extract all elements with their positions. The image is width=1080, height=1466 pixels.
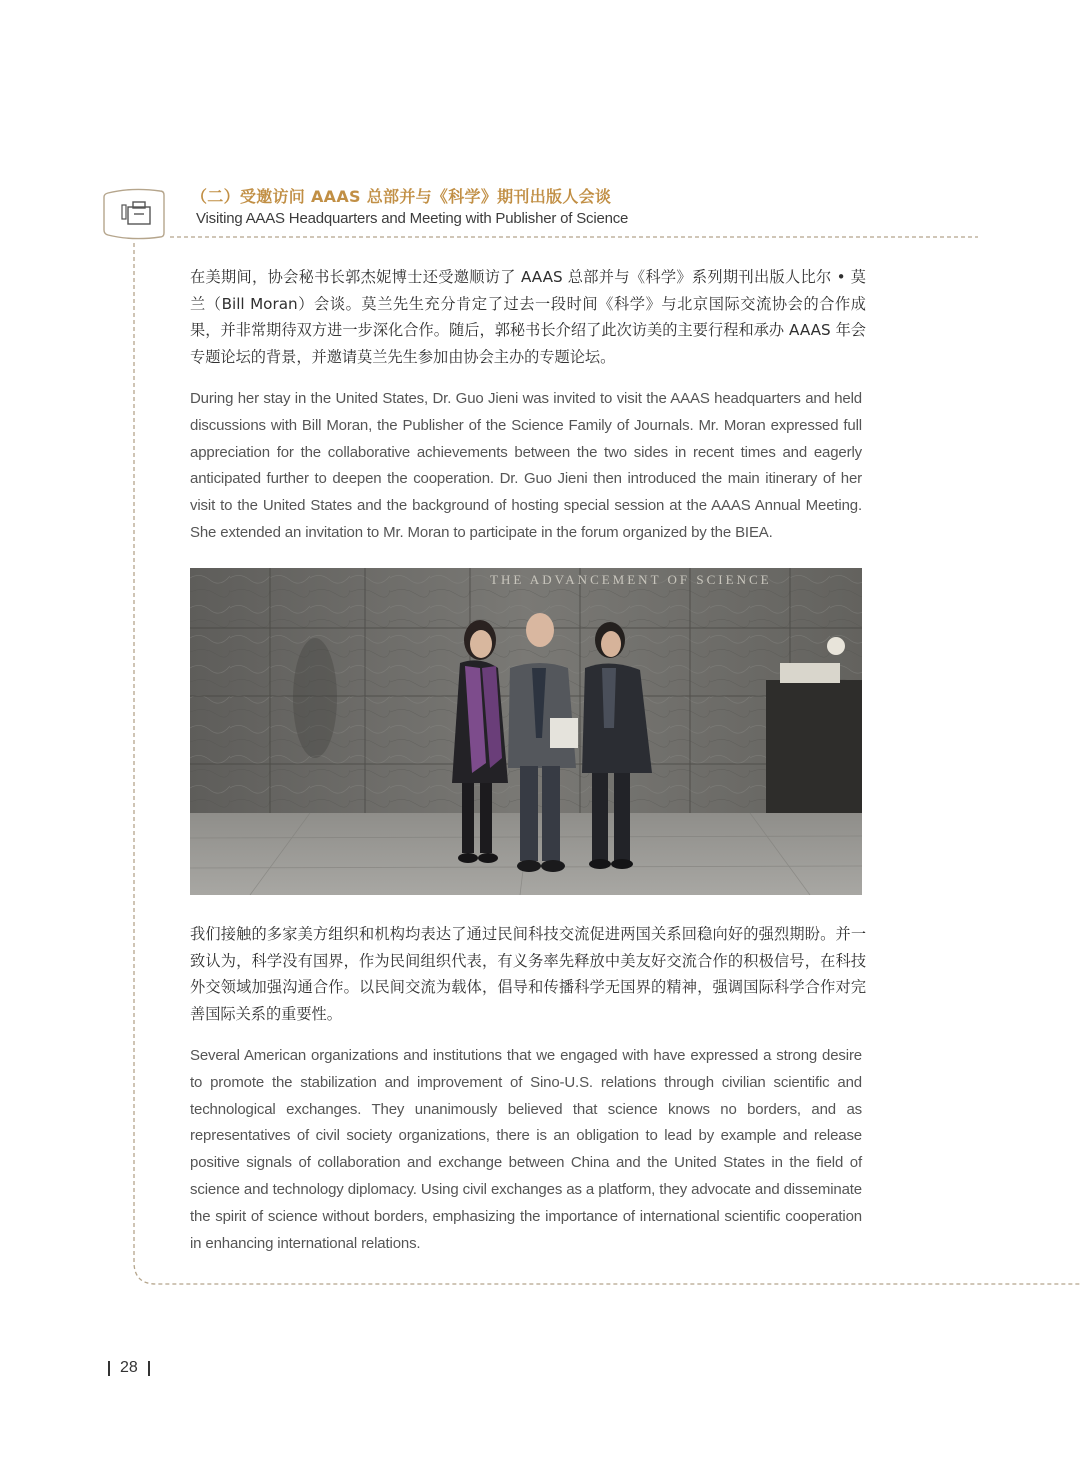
page-number-right-bar bbox=[148, 1361, 150, 1376]
wall-inscription: THE ADVANCEMENT OF SCIENCE bbox=[490, 572, 772, 587]
aaas-headquarters-photo bbox=[190, 568, 862, 895]
section-title-cn: （二）受邀访问 AAAS 总部并与《科学》期刊出版人会谈 bbox=[191, 187, 612, 206]
paragraph-2-cn: 我们接触的多家美方组织和机构均表达了通过民间科技交流促进两国关系回稳向好的强烈期盼。并一致认为，科学没有国界，作为民间组织代表，有义务率先释放中美友好交流合作的积极信号，在科技外交领域加强沟通合作。以民间交流为载体，倡导和传播科学无国界的精神，强调国际科学合作对完善国际关系的重要性。 bbox=[190, 925, 866, 1024]
section-title-en: Visiting AAAS Headquarters and Meeting with Publisher of Science bbox=[196, 210, 629, 227]
page-number-left-bar bbox=[108, 1361, 110, 1376]
paragraph-1-cn: 在美期间，协会秘书长郭杰妮博士还受邀顺访了 AAAS 总部并与《科学》系列期刊出版人比尔 • 莫兰（Bill Moran）会谈。莫兰先生充分肯定了过去一段时间《科学》与北京国际交流协会的合作成果，并非常期待双方进一步深化合作。随后，郭秘书长介绍了此次访美的主要行程和承办 AAAS 年会专题论坛的背景，并邀请莫兰先生参加由协会主办的专题论坛。 bbox=[190, 268, 866, 367]
archive-box-icon bbox=[102, 187, 166, 241]
paragraph-1-en: During her stay in the United States, Dr. Guo Jieni was invited to visit the AAAS headquarters and held discussions with Bill Moran, the Publisher of the Science Family of Journals. Mr. Moran expressed full appreciation for the collaborative achievements between the two sides in recent times and eagerly anticipated further to deepen the cooperation. Dr. Guo Jieni then introduced the main itinerary of her visit to the United States and the background of hosting special session at the AAAS Annual Meeting. She extended an invitation to Mr. Moran to participate in the forum organized by the BIEA. bbox=[190, 390, 862, 541]
page-number bbox=[108, 1359, 150, 1377]
paragraph-2-en: Several American organizations and institutions that we engaged with have expressed a strong desire to promote the stabilization and improvement of Sino-U.S. relations through civilian scientific and technological exchanges. They unanimously believed that science knows no borders, and as representatives of civil society organizations, there is an obligation to lead by example and release positive signals of collaboration and exchange between China and the United States in the field of science and technology diplomacy. Using civil exchanges as a platform, they advocate and disseminate the spirit of science without borders, emphasizing the importance of international scientific cooperation in enhancing international relations. bbox=[190, 1047, 862, 1252]
page-number-value: 28 bbox=[120, 1359, 138, 1376]
